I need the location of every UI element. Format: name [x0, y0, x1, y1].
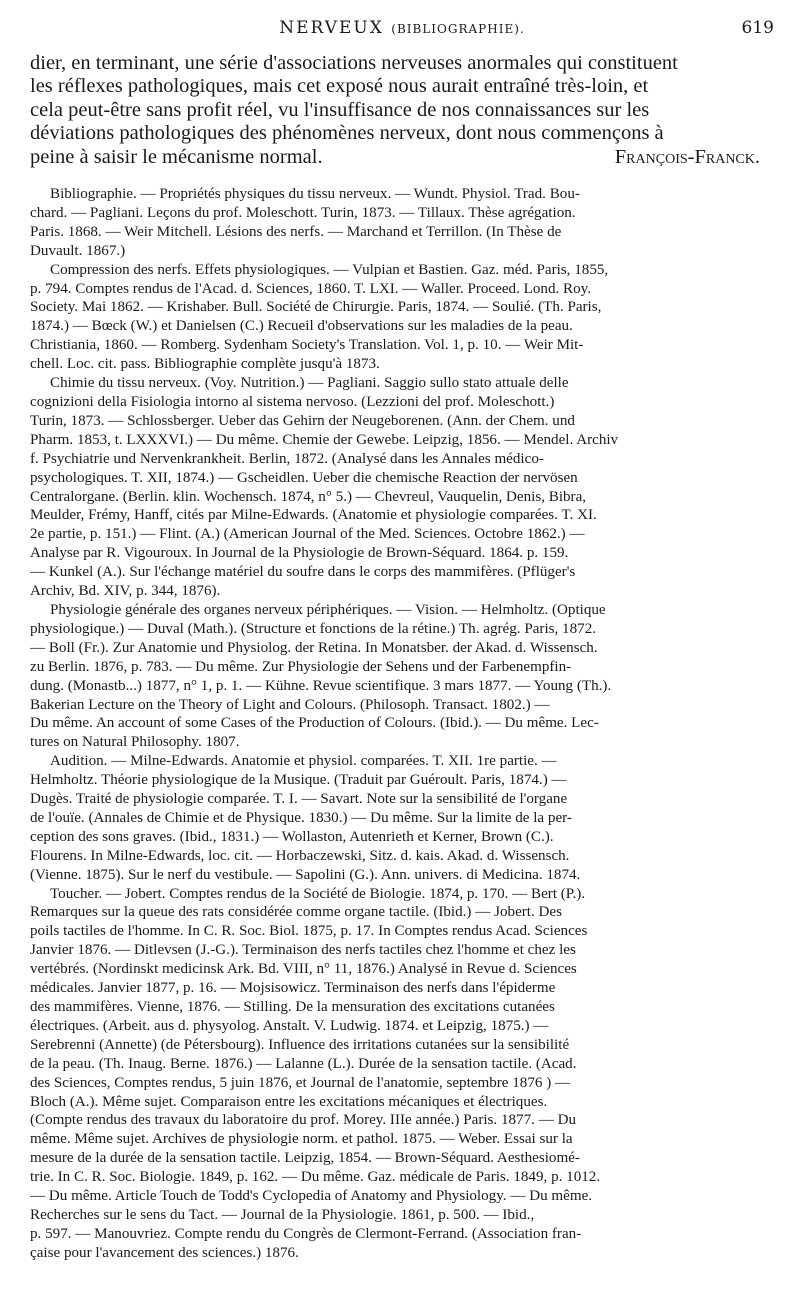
- bibliography-line: Bakerian Lecture on the Theory of Light and Colours. (Philosoph. Transact. 1802.) —: [30, 696, 550, 713]
- page-number: 619: [741, 18, 774, 38]
- bibliography-line: trie. In C. R. Soc. Biologie. 1849, p. 162. — Du même. Gaz. médicale de Paris. 1849, p. 1012.: [30, 1169, 601, 1186]
- bibliography-line: Paris. 1868. — Weir Mitchell. Lésions des nerfs. — Marchand et Terrillon. (In Thèse de: [30, 223, 562, 240]
- bibliography-line: Remarques sur la queue des rats considérée comme organe tactile. (Ibid.) — Jobert. Des: [30, 904, 563, 921]
- bibliography-line: électriques. (Arbeit. aus d. physyolog. Anstalt. V. Ludwig. 1874. et Leipzig, 1875.) —: [30, 1017, 549, 1034]
- bibliography-line: Du même. An account of some Cases of the Production of Colours. (Ibid.). — Du même. Lec-: [30, 715, 599, 732]
- bibliography-line: Bloch (A.). Même sujet. Comparaison entre les excitations mécaniques et électriques.: [30, 1093, 548, 1110]
- bibliography-line: Christiania, 1860. — Romberg. Sydenham Society's Translation. Vol. 1, p. 10. — Weir Mit-: [30, 337, 584, 354]
- bibliography-line: cognizioni della Fisiologia intorno al sistema nervoso. (Lezzioni del prof. Moleschott.): [30, 394, 555, 410]
- bibliography-section: [30, 185, 774, 1263]
- running-header: [30, 18, 774, 48]
- bibliography-entry-start: Physiologie générale des organes nerveux périphériques. — Vision. — Helmholtz. (Optique: [50, 601, 606, 618]
- bibliography-line: Recherches sur le sens du Tact. — Journal de la Physiologie. 1861, p. 500. — Ibid.,: [30, 1206, 535, 1223]
- bibliography-line: Serebrenni (Annette) (de Pétersbourg). Influence des irritations cutanées sur la sensibilité: [30, 1036, 570, 1053]
- bibliography-line: ception des sons graves. (Ibid., 1831.) — Wollaston, Autenrieth et Kerner, Brown (C.).: [30, 828, 554, 845]
- bibliography-line: dung. (Monastb...) 1877, n° 1, p. 1. — Kühne. Revue scientifique. 3 mars 1877. — Young (Th.).: [30, 677, 612, 694]
- bibliography-line: f. Psychiatrie und Nervenkrankheit. Berlin, 1872. (Analysé dans les Annales médico-: [30, 450, 544, 467]
- bibliography-line: (Vienne. 1875). Sur le nerf du vestibule. — Sapolini (G.). Ann. univers. di Medicina. 1874.: [30, 866, 581, 883]
- bibliography-line: Centralorgane. (Berlin. klin. Wochensch. 1874, n° 5.) — Chevreul, Vauquelin, Denis, Bibra,: [30, 488, 587, 505]
- bibliography-entry-start: Audition. — Milne-Edwards. Anatomie et physiol. comparées. T. XII. 1re partie. —: [50, 753, 557, 770]
- bibliography-line: — Kunkel (A.). Sur l'échange matériel du soufre dans le corps des mammifères. (Pflüger's: [30, 564, 576, 581]
- bibliography-line: Janvier 1876. — Ditlevsen (J.-G.). Terminaison des nerfs tactiles chez l'homme et chez les: [30, 942, 576, 959]
- bibliography-entry-start: Chimie du tissu nerveux. (Voy. Nutrition.) — Pagliani. Saggio sullo stato attuale delle: [50, 375, 569, 392]
- author-signature: François-Franck.: [614, 145, 760, 168]
- intro-paragraph: [30, 52, 774, 169]
- bibliography-line: Pharm. 1853, t. LXXXVI.) — Du même. Chemie der Gewebe. Leipzig, 1856. — Mendel. Archiv: [30, 431, 619, 448]
- bibliography-line: Dugès. Traité de physiologie comparée. T. I. — Savart. Note sur la sensibilité de l'organe: [30, 791, 568, 808]
- bibliography-line: physiologique.) — Duval (Math.). (Structure et fonctions de la rétine.) Th. agrég. Paris, 1872.: [30, 620, 597, 637]
- document-page: [30, 18, 774, 1263]
- bibliography-entry-start: Toucher. — Jobert. Comptes rendus de la Société de Biologie. 1874, p. 170. — Bert (P.).: [50, 885, 586, 902]
- bibliography-line: çaise pour l'avancement des sciences.) 1876.: [30, 1244, 299, 1261]
- bibliography-line: Turin, 1873. — Schlossberger. Ueber das Gehirn der Neugeborenen. (Ann. der Chem. und: [30, 412, 575, 429]
- bibliography-line: Archiv, Bd. XIV, p. 344, 1876).: [30, 583, 221, 600]
- intro-line: déviations pathologiques des phénomènes nerveux, dont nous commençons à: [30, 122, 664, 145]
- bibliography-line: — Du même. Article Touch de Todd's Cyclopedia of Anatomy and Physiology. — Du même.: [30, 1188, 593, 1205]
- bibliography-line: zu Berlin. 1876, p. 783. — Du même. Zur Physiologie der Sehens und der Farbenempfin-: [30, 658, 572, 675]
- bibliography-line: — Boll (Fr.). Zur Anatomie und Physiolog. der Retina. In Monatsber. der Akad. d. Wissensch.: [30, 639, 598, 656]
- intro-line: cela peut-être sans profit réel, vu l'insuffisance de nos connaissances sur les: [30, 98, 650, 121]
- bibliography-line: de l'ouïe. (Annales de Chimie et de Physique. 1830.) — Du même. Sur la limite de la per-: [30, 809, 572, 826]
- intro-closing-line: [30, 146, 774, 169]
- bibliography-line: tures on Natural Philosophy. 1807.: [30, 734, 240, 751]
- intro-line: dier, en terminant, une série d'associations nerveuses anormales qui constituent: [30, 52, 678, 74]
- bibliography-line: médicales. Janvier 1877, p. 16. — Mojsisowicz. Terminaison des nerfs dans l'épiderme: [30, 980, 556, 997]
- bibliography-line: poils tactiles de l'homme. In C. R. Soc. Biol. 1875, p. 17. In Comptes rendus Acad. Sciences: [30, 923, 588, 940]
- bibliography-line: p. 597. — Manouvriez. Compte rendu du Congrès de Clermont-Ferrand. (Association fran-: [30, 1225, 582, 1242]
- bibliography-line: Analyse par R. Vigouroux. In Journal de la Physiologie de Brown-Séquard. 1864. p. 159.: [30, 545, 569, 562]
- bibliography-line: chell. Loc. cit. pass. Bibliographie complète jusqu'à 1873.: [30, 356, 380, 373]
- running-title: [30, 18, 774, 38]
- bibliography-line: même. Même sujet. Archives de physiologie norm. et pathol. 1875. — Weber. Essai sur la: [30, 1131, 573, 1148]
- bibliography-line: psychologiques. T. XII, 1874.) — Gscheidlen. Ueber die chemische Reaction der nervösen: [30, 469, 578, 486]
- bibliography-line: 2e partie, p. 151.) — Flint. (A.) (American Journal of the Med. Sciences. Octobre 1862.) —: [30, 526, 585, 543]
- bibliography-line: des mammifères. Vienne, 1876. — Stilling. De la mensuration des excitations cutanées: [30, 999, 555, 1015]
- bibliography-line: Duvault. 1867.): [30, 242, 126, 259]
- intro-line: peine à saisir le mécanisme normal.: [30, 145, 323, 168]
- bibliography-line: p. 794. Comptes rendus de l'Acad. d. Sciences, 1860. T. LXI. — Waller. Proceed. Lond. Roy.: [30, 280, 591, 297]
- bibliography-line: chard. — Pagliani. Leçons du prof. Moleschott. Turin, 1873. — Tillaux. Thèse agrégation.: [30, 204, 576, 221]
- bibliography-line: de la peau. (Th. Inaug. Berne. 1876.) — Lalanne (L.). Durée de la sensation tactile. (Acad.: [30, 1055, 577, 1072]
- bibliography-line: Society. Mai 1862. — Krishaber. Bull. Société de Chirurgie. Paris, 1874. — Soulié. (Th. Paris,: [30, 299, 602, 316]
- bibliography-line: mesure de la durée de la sensation tactile. Leipzig, 1854. — Brown-Séquard. Aesthesiomé-: [30, 1150, 580, 1167]
- bibliography-line: Flourens. In Milne-Edwards, loc. cit. — Horbaczewski, Sitz. d. kais. Akad. d. Wissensch.: [30, 847, 570, 864]
- bibliography-entry-start: Bibliographie. — Propriétés physiques du tissu nerveux. — Wundt. Physiol. Trad. Bou-: [50, 186, 580, 203]
- bibliography-entry-start: Compression des nerfs. Effets physiologiques. — Vulpian et Bastien. Gaz. méd. Paris, 1855,: [50, 261, 609, 278]
- bibliography-line: 1874.) — Bœck (W.) et Danielsen (C.) Recueil d'observations sur les maladies de la peau.: [30, 318, 573, 335]
- intro-line: les réflexes pathologiques, mais cet exposé nous aurait entraîné très-loin, et: [30, 75, 649, 98]
- bibliography-line: des Sciences, Comptes rendus, 5 juin 1876, et Journal de l'anatomie, septembre 1876 ) —: [30, 1074, 571, 1091]
- running-title-sub: (BIBLIOGRAPHIE).: [391, 22, 525, 36]
- bibliography-line: (Compte rendus des travaux du laboratoire du prof. Morey. IIIe année.) Paris. 1877. — Du: [30, 1112, 577, 1129]
- bibliography-line: vertébrés. (Nordinskt medicinsk Ark. Bd. VIII, n° 11, 1876.) Analysé in Revue d. Sciences: [30, 961, 577, 978]
- running-title-main: NERVEUX: [279, 18, 384, 38]
- bibliography-line: Meulder, Frémy, Hanff, cités par Milne-Edwards. (Anatomie et physiologie comparées. T. XI.: [30, 507, 597, 524]
- bibliography-line: Helmholtz. Théorie physiologique de la Musique. (Traduit par Guéroult. Paris, 1874.) —: [30, 772, 567, 789]
